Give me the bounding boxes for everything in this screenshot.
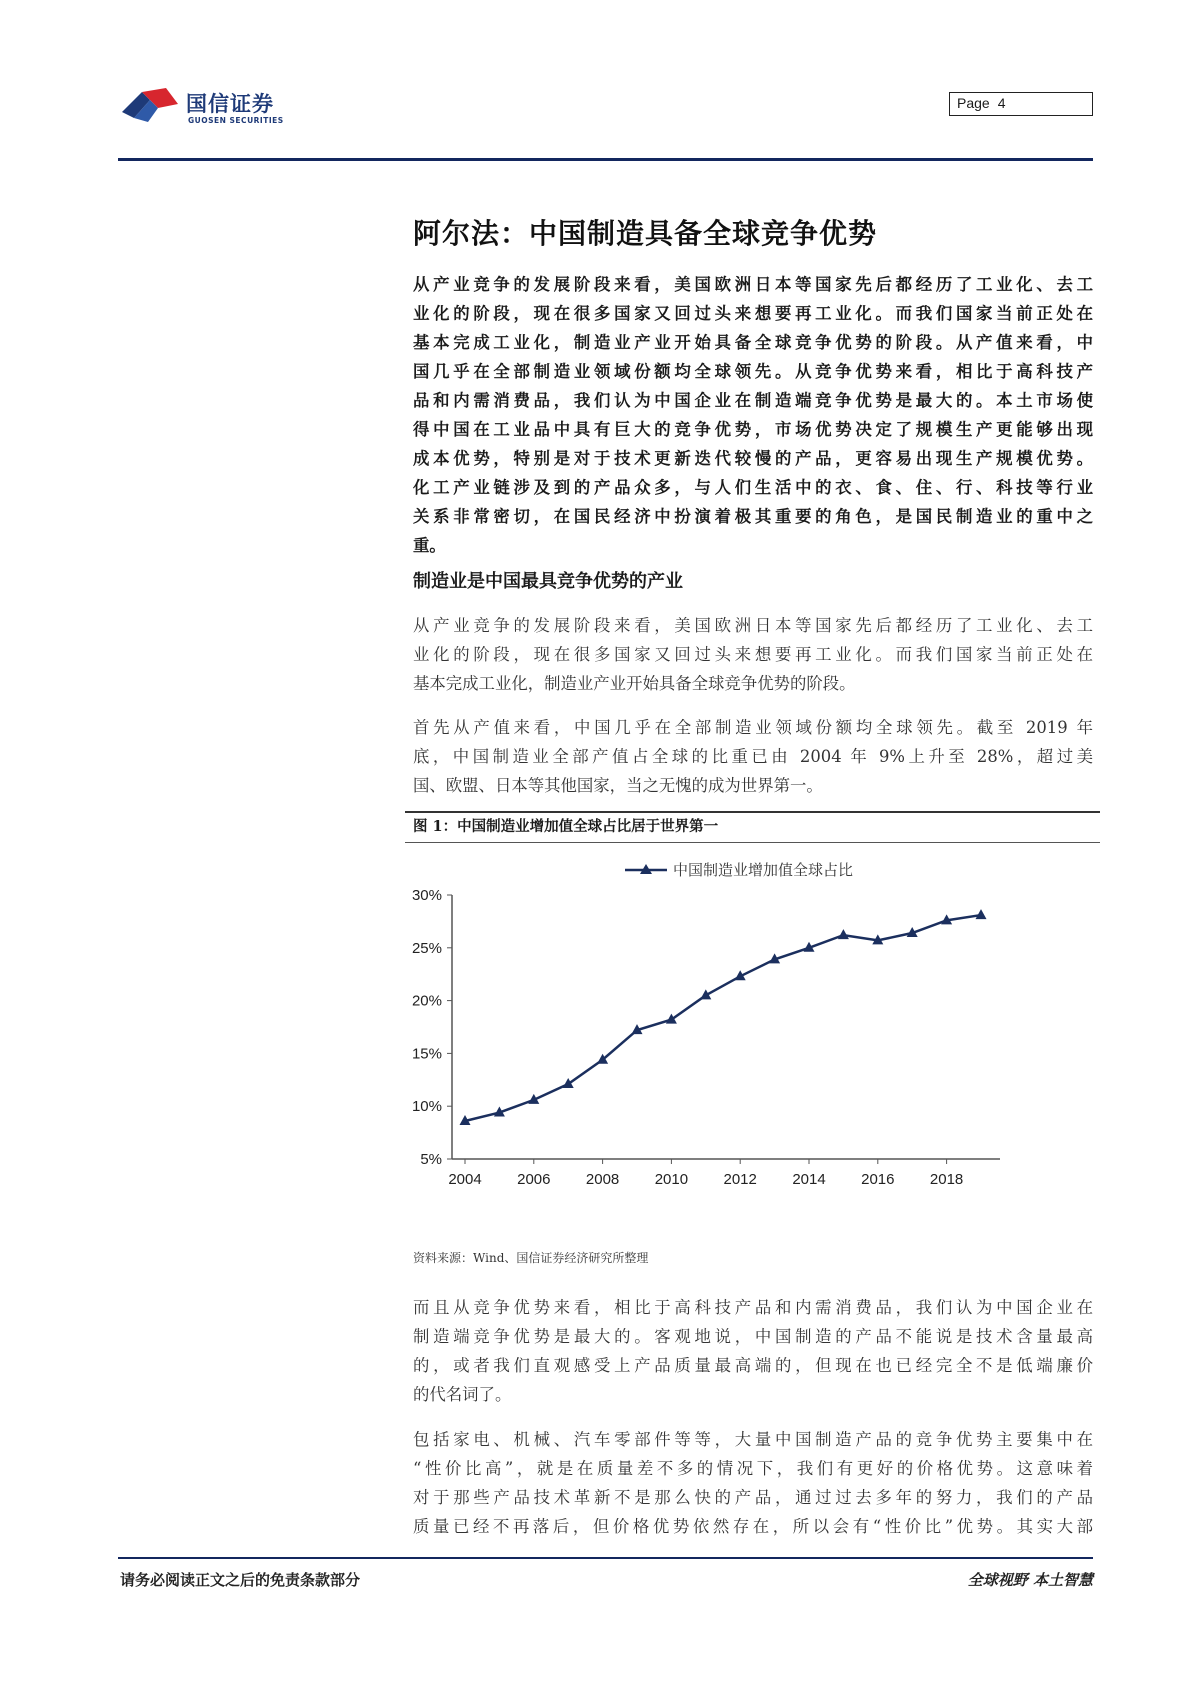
legend-label: 中国制造业增加值全球占比 bbox=[673, 862, 854, 879]
paragraph-line: 首先从产值来看，中国几乎在全部制造业领域份额均全球领先。截至 2019 年 bbox=[413, 718, 1093, 737]
x-tick-label: 2010 bbox=[654, 1171, 689, 1188]
paragraph-line: 国、欧盟、日本等其他国家，当之无愧的成为世界第一。 bbox=[413, 776, 823, 795]
data-point-marker bbox=[563, 1078, 574, 1088]
paragraph-line: 制造端竞争优势是最大的。客观地说，中国制造的产品不能说是技术含量最高 bbox=[413, 1327, 1093, 1346]
y-tick-label: 20% bbox=[411, 992, 442, 1010]
x-tick-label: 2006 bbox=[517, 1171, 551, 1188]
chart-tick-labels bbox=[412, 887, 963, 1188]
abstract-line: 基本完成工业化，制造业产业开始具备全球竞争优势的阶段。从产值来看，中 bbox=[413, 333, 1093, 352]
paragraph-line: 包括家电、机械、汽车零部件等等，大量中国制造产品的竞争优势主要集中在 bbox=[413, 1430, 1093, 1449]
logo-mark-icon bbox=[120, 84, 182, 128]
x-tick-label: 2016 bbox=[861, 1171, 895, 1188]
x-tick-label: 2014 bbox=[792, 1171, 826, 1188]
body-paragraph-4 bbox=[413, 1425, 1093, 1541]
x-tick-label: 2004 bbox=[448, 1171, 482, 1188]
logo-text-en: GUOSEN SECURITIES bbox=[188, 116, 284, 125]
x-tick-label: 2018 bbox=[929, 1171, 964, 1188]
line-chart bbox=[405, 845, 1100, 1245]
paragraph-line: 基本完成工业化，制造业产业开始具备全球竞争优势的阶段。 bbox=[413, 674, 856, 693]
body-paragraph-3 bbox=[413, 1293, 1093, 1409]
paragraph-line: 质量已经不再落后，但价格优势依然存在，所以会有“性价比”优势。其实大部 bbox=[413, 1517, 1093, 1536]
y-tick-label: 5% bbox=[420, 1151, 442, 1168]
y-tick-label: 25% bbox=[411, 939, 442, 957]
paragraph-line: 对于那些产品技术革新不是那么快的产品，通过过去多年的努力，我们的产品 bbox=[413, 1488, 1093, 1507]
figure-caption-rule bbox=[405, 842, 1100, 843]
y-tick-label: 10% bbox=[411, 1098, 442, 1116]
paragraph-line: 的，或者我们直观感受上产品质量最高端的，但现在也已经完全不是低端廉价 bbox=[413, 1356, 1093, 1375]
body-paragraph-1 bbox=[413, 611, 1093, 698]
abstract-paragraph bbox=[413, 270, 1093, 560]
figure-top-rule bbox=[405, 811, 1100, 813]
x-tick-label: 2012 bbox=[723, 1171, 757, 1188]
chart-axes bbox=[447, 895, 1000, 1164]
paragraph-line: 业化的阶段，现在很多国家又回过头来想要再工业化。而我们国家当前正处在 bbox=[413, 645, 1093, 664]
abstract-line: 业化的阶段，现在很多国家又回过头来想要再工业化。而我们国家当前正处在 bbox=[413, 304, 1093, 323]
data-point-marker bbox=[838, 929, 849, 939]
y-tick-label: 15% bbox=[411, 1045, 442, 1063]
chart-series bbox=[460, 909, 987, 1125]
paragraph-line: 从产业竞争的发展阶段来看，美国欧洲日本等国家先后都经历了工业化、去工 bbox=[413, 616, 1093, 635]
figure-caption: 图 1：中国制造业增加值全球占比居于世界第一 bbox=[413, 818, 719, 835]
paragraph-line: “性价比高”，就是在质量差不多的情况下，我们有更好的价格优势。这意味着 bbox=[413, 1459, 1093, 1478]
page-label: Page bbox=[957, 95, 990, 111]
x-tick-label: 2008 bbox=[585, 1171, 620, 1188]
abstract-line: 重。 bbox=[413, 536, 446, 555]
abstract-line: 成本优势，特别是对于技术更新迭代较慢的产品，更容易出现生产规模优势。 bbox=[413, 449, 1093, 468]
body-paragraph-2 bbox=[413, 713, 1093, 800]
page-number: 4 bbox=[997, 95, 1006, 111]
abstract-line: 化工产业链涉及到的产品众多，与人们生活中的衣、食、住、行、科技等行业 bbox=[413, 478, 1093, 497]
abstract-line: 从产业竞争的发展阶段来看，美国欧洲日本等国家先后都经历了工业化、去工 bbox=[413, 275, 1093, 294]
data-point-marker bbox=[666, 1014, 677, 1024]
abstract-line: 品和内需消费品，我们认为中国企业在制造端竞争优势是最大的。本土市场使 bbox=[413, 391, 1093, 410]
chart-legend bbox=[625, 861, 853, 879]
footer-disclaimer: 请务必阅读正文之后的免责条款部分 bbox=[120, 1571, 361, 1589]
page-title: 阿尔法：中国制造具备全球竞争优势 bbox=[413, 217, 878, 250]
page-indicator bbox=[949, 92, 1093, 116]
y-tick-label: 30% bbox=[411, 887, 442, 904]
paragraph-line: 底，中国制造业全部产值占全球的比重已由 2004 年 9%上升至 28%，超过美 bbox=[413, 747, 1093, 766]
paragraph-line: 的代名词了。 bbox=[413, 1385, 512, 1404]
data-point-marker bbox=[976, 909, 987, 919]
footer-slogan: 全球视野 本土智慧 bbox=[967, 1571, 1093, 1589]
paragraph-line: 而且从竞争优势来看，相比于高科技产品和内需消费品，我们认为中国企业在 bbox=[413, 1298, 1093, 1317]
logo-text-cn: 国信证券 bbox=[186, 92, 274, 116]
header-divider bbox=[118, 158, 1093, 161]
footer-divider bbox=[118, 1557, 1093, 1559]
company-logo bbox=[120, 84, 310, 134]
abstract-line: 得中国在工业品中具有巨大的竞争优势，市场优势决定了规模生产更能够出现 bbox=[413, 420, 1093, 439]
abstract-line: 关系非常密切，在国民经济中扮演着极其重要的角色，是国民制造业的重中之 bbox=[413, 507, 1093, 526]
series-line bbox=[465, 915, 981, 1121]
figure-source: 资料来源：Wind、国信证券经济研究所整理 bbox=[413, 1251, 649, 1265]
section-heading: 制造业是中国最具竞争优势的产业 bbox=[413, 571, 683, 592]
abstract-line: 国几乎在全部制造业领域份额均全球领先。从竞争优势来看，相比于高科技产 bbox=[413, 362, 1093, 381]
